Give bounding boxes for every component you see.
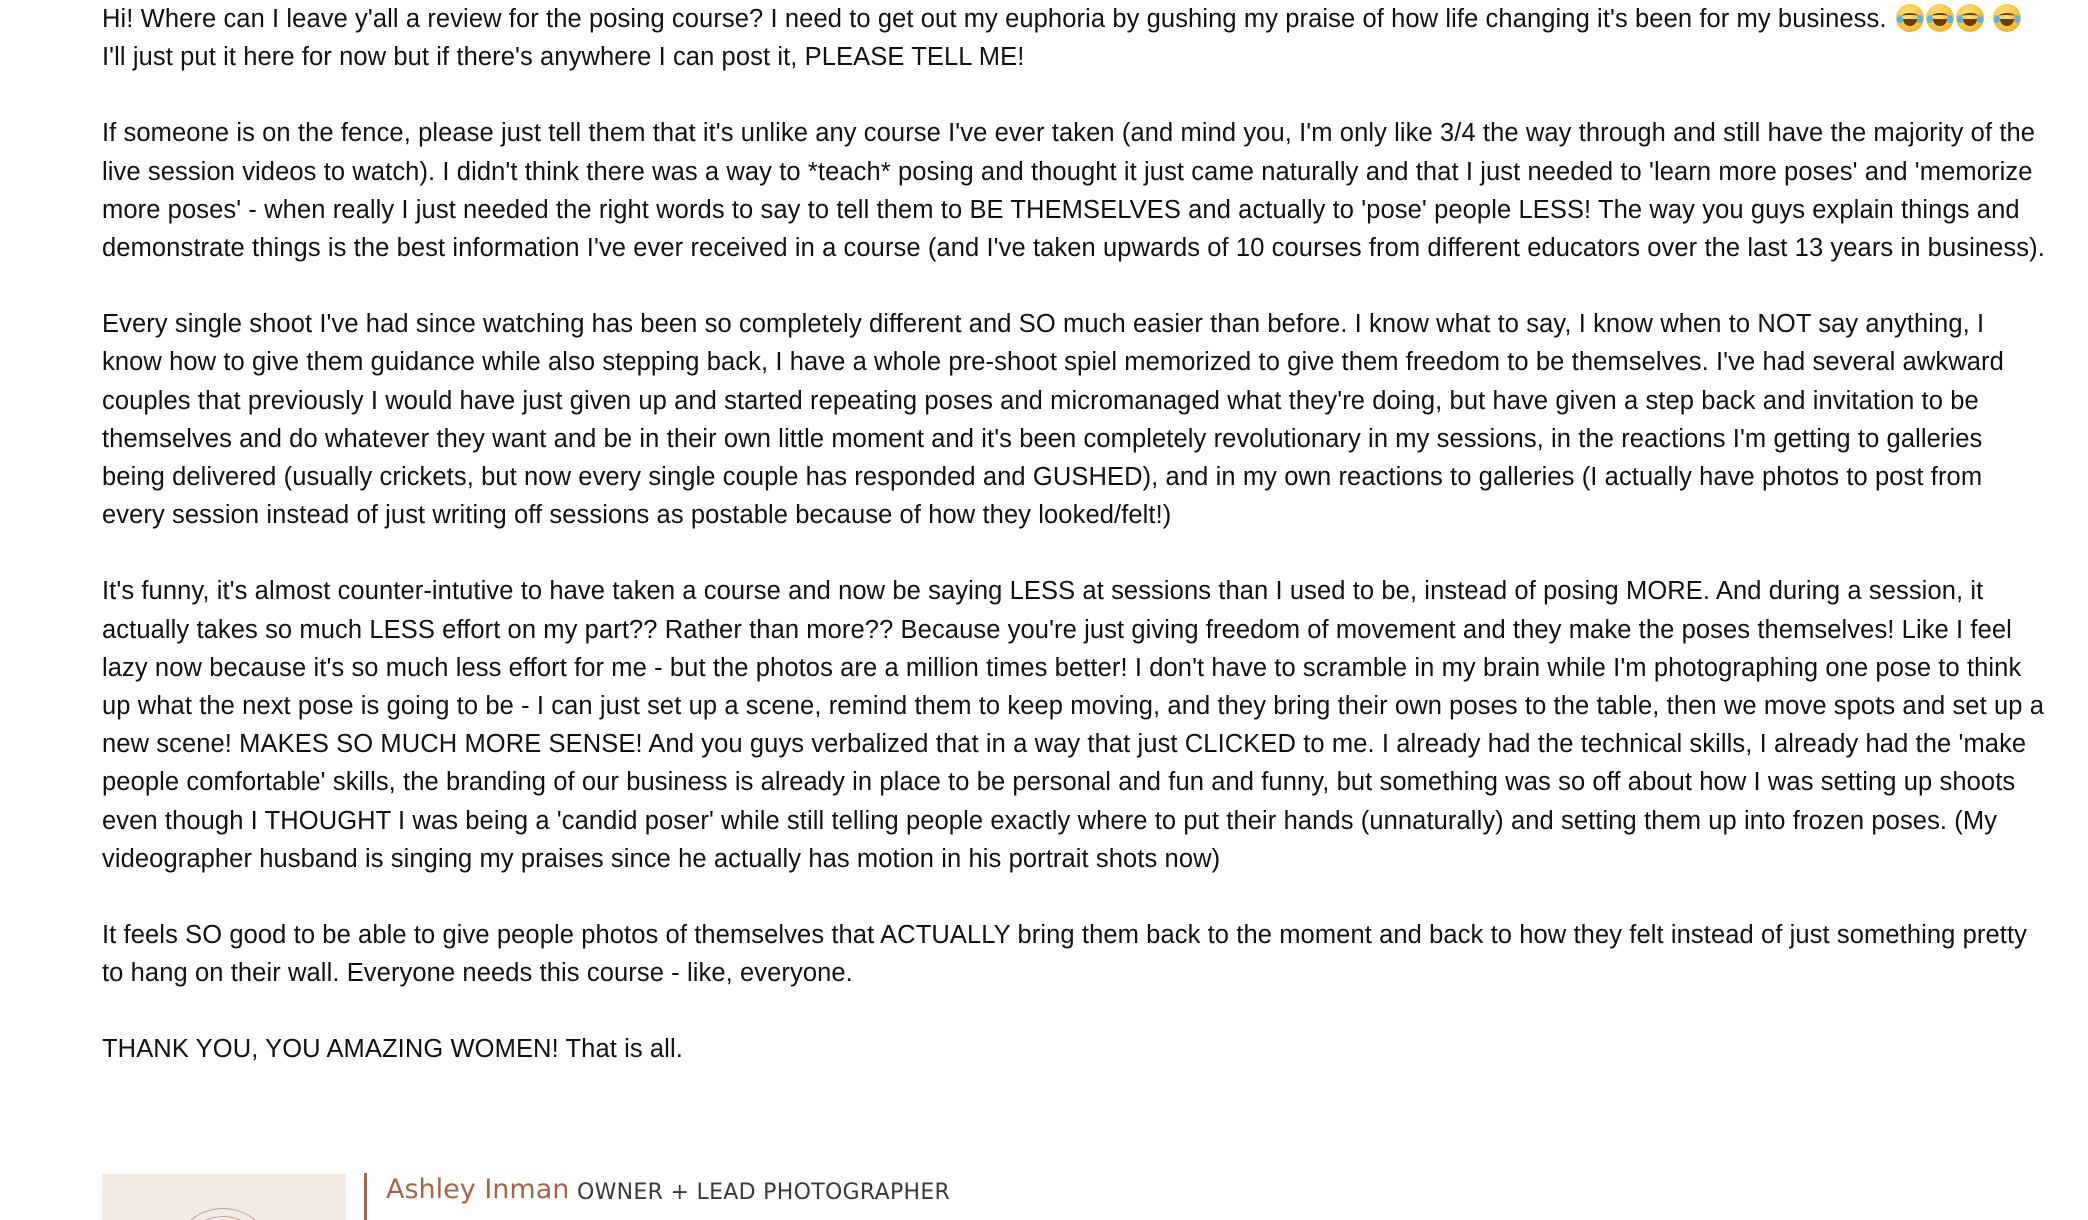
paragraph-text: Hi! Where can I leave y'all a review for the posing course? I need to get out my euphoria by gushing my praise of how life changing it's been for my business. xyxy=(102,5,1887,33)
email-paragraph-5: It feels SO good to be able to give people photos of themselves that ACTUALLY bring them back to the moment and back to how they felt instead of just something pretty to hang on their wall. Everyone needs this course - like, everyone. xyxy=(102,921,2028,988)
email-body xyxy=(102,0,2047,1107)
email-paragraph-1 xyxy=(102,0,2047,76)
paragraph-text: I'll just put it here for now but if there's anywhere I can post it, PLEASE TELL ME! xyxy=(102,43,1025,72)
email-signature xyxy=(102,1170,1302,1220)
email-paragraph-6: THANK YOU, YOU AMAZING WOMEN! That is all. xyxy=(102,1035,683,1064)
signature-logo xyxy=(102,1174,346,1220)
email-paragraph-4: It's funny, it's almost counter-intutive to have taken a course and now be saying LESS at sessions than I used to be, instead of posing MORE. And during a session, it actually takes so much LESS effort on my part?? Rather than more?? Because you're just giving freedom of movement and they make the poses themselves! Like I feel lazy now because it's so much less effort for me - but the photos are a million times better! I don't have to scramble in my brain while I'm photographing one pose to think up what the next pose is going to be - I can just set up a scene, remind them to keep moving, and they bring their own poses to the table, then we move spots and set up a new scene! MAKES SO MUCH MORE SENSE! And you guys verbalized that in a way that just CLICKED to me. I already had the technical skills, I already had the 'make people comfortable' skills, the branding of our business is already in place to be personal and fun and funny, but something was so off about how I was setting up shoots even though I THOUGHT I was being a 'candid poser' while still telling people exactly where to put their hands (unnaturally) and setting them up into frozen poses. (My videographer husband is singing my praises since he actually has motion in his portrait shots now) xyxy=(102,577,2044,873)
rolling-on-floor-laughing-emoji-icon xyxy=(1926,4,1954,32)
email-paragraph-3: Every single shoot I've had since watching has been so completely different and SO much easier than before. I know what to say, I know when to NOT say anything, I know how to give them guidance while also stepping back, I have a whole pre-shoot spiel memorized to give them freedom to be themselves. I've had several awkward couples that previously I would have just given up and started repeating poses and micromanaged what they're doing, but have given a step back and invitation to be themselves and do whatever they want and be in their own little moment and it's been completely revolutionary in my sessions, in the reactions I'm getting to galleries being delivered (usually crickets, but now every single couple has responded and GUSHED), and in my own reactions to galleries (I actually have photos to post from every session instead of just writing off sessions as postable because of how they looked/felt!) xyxy=(102,310,2004,530)
email-paragraph-2: If someone is on the fence, please just tell them that it's unlike any course I've ever taken (and mind you, I'm only like 3/4 the way through and still have the majority of the live session videos to watch). I didn't think there was a way to *teach* posing and thought it just came naturally and that I just needed to 'learn more poses' and 'memorize more poses' - when really I just needed the right words to say to tell them to BE THEMSELVES and actually to 'pose' people LESS! The way you guys explain things and demonstrate things is the best information I've ever received in a course (and I've taken upwards of 10 courses from different educators over the last 13 years in business). xyxy=(102,119,2045,263)
signature-name: Ashley Inman xyxy=(386,1174,570,1205)
signature-role: OWNER + LEAD PHOTOGRAPHER xyxy=(577,1180,951,1205)
signature-divider xyxy=(364,1173,367,1220)
rolling-on-floor-laughing-emoji-icon xyxy=(1993,4,2021,32)
rolling-on-floor-laughing-emoji-icon xyxy=(1896,4,1924,32)
rolling-on-floor-laughing-emoji-icon xyxy=(1956,4,1984,32)
